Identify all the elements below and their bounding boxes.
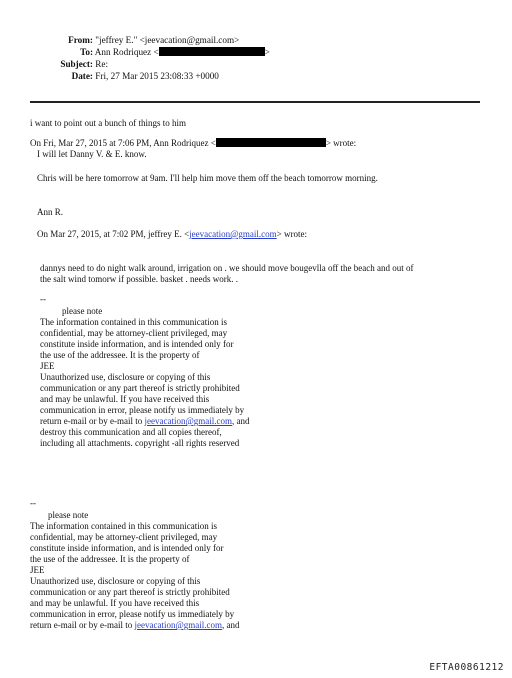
from-value: "jeffrey E." <jeevacation@gmail.com> [95,35,240,45]
disclaimer-line: and may be unlawful. If you have received this [40,394,210,404]
disclaimer2-separator: -- [30,498,36,508]
disclaimer-line: constitute inside information, and is intended only for [40,339,234,349]
disclaimer-line: Unauthorized use, disclosure or copying of this [40,372,211,382]
date-row [30,70,270,82]
disclaimer-line: the use of the addressee. It is the property of [30,554,190,564]
disclaimer-line: JEE [30,565,45,575]
quote1-attribution-end: > wrote: [325,138,357,148]
disclaimer-email-prefix: return e-mail or by e-mail to [30,620,135,630]
disclaimer-line: including all attachments. copyright -all rights reserved [40,438,240,448]
disclaimer-line: JEE [40,361,55,371]
disclaimer-email-suffix: , and [221,620,240,630]
disclaimer-line: communication in error, please notify us immediately by [30,609,235,619]
from-label: From: [68,35,93,45]
quote2-attribution-start: On Mar 27, 2015, at 7:02 PM, jeffrey E. < [37,229,190,239]
disclaimer-email-line [30,620,239,631]
disclaimer-line: communication or any part thereof is strictly prohibited [30,587,230,597]
subject-value: Re: [95,59,109,69]
disclaimer-line: communication in error, please notify us immediately by [40,405,245,415]
disclaimer1-separator: -- [40,294,46,304]
to-close: > [264,47,270,57]
quote2-attribution-end: > wrote: [276,229,307,239]
message-body: i want to point out a bunch of things to him [30,118,186,128]
quote1-line2: Chris will be here tomorrow at 9am. I'll help him move them off the beach tomorrow morning. [37,173,378,183]
disclaimer-line: communication or any part thereof is strictly prohibited [40,383,240,393]
disclaimer2-title: please note [48,510,89,520]
disclaimer-line: The information contained in this communication is [40,317,227,327]
disclaimer-email-line [40,416,249,427]
disclaimer-line: destroy this communication and all copies thereof, [40,427,222,437]
to-value: Ann Rodriquez < [94,47,159,57]
quote2-email-link[interactable]: jeevacation@gmail.com [189,229,277,239]
disclaimer-line: and may be unlawful. If you have received this [30,598,200,608]
date-label: Date: [71,71,93,81]
from-row [30,34,270,46]
quote1-attribution-start: On Fri, Mar 27, 2015 at 7:06 PM, Ann Rodriquez < [30,138,216,148]
quote2-attribution [37,229,307,240]
disclaimer2-text [30,521,239,631]
disclaimer-line: the use of the addressee. It is the property of [40,350,200,360]
redaction-bar [159,47,265,56]
quote2-line1: dannys need to do night walk around, irrigation on . we should move bougevlla off the beach and out of [40,263,414,273]
quote1-line1: I will let Danny V. & E. know. [37,149,147,159]
header-divider [30,101,480,103]
quote1-signature: Ann R. [37,207,64,217]
subject-label: Subject: [60,59,93,69]
disclaimer1-email-link[interactable]: jeevacation@gmail.com [144,416,232,426]
to-row [30,46,270,58]
quote2-line2: the salt wind tomorw if possible. basket . needs work. . [40,274,238,284]
disclaimer-email-prefix: return e-mail or by e-mail to [40,416,145,426]
to-label: To: [80,47,93,57]
disclaimer-line: constitute inside information, and is intended only for [30,543,224,553]
subject-row [30,58,270,70]
redaction-bar [216,138,326,147]
date-value: Fri, 27 Mar 2015 23:08:33 +0000 [95,71,219,81]
document-id: EFTA00861212 [429,662,504,673]
disclaimer-line: The information contained in this communication is [30,521,217,531]
quote1-attribution [30,138,356,149]
disclaimer-line: Unauthorized use, disclosure or copying of this [30,576,201,586]
disclaimer-line: confidential, may be attorney-client privileged, may [30,532,218,542]
email-header [30,34,270,82]
disclaimer2-email-link[interactable]: jeevacation@gmail.com [134,620,222,630]
disclaimer1-title: please note [62,306,103,316]
disclaimer-email-suffix: , and [231,416,250,426]
disclaimer1-text [40,317,249,449]
disclaimer-line: confidential, may be attorney-client privileged, may [40,328,228,338]
